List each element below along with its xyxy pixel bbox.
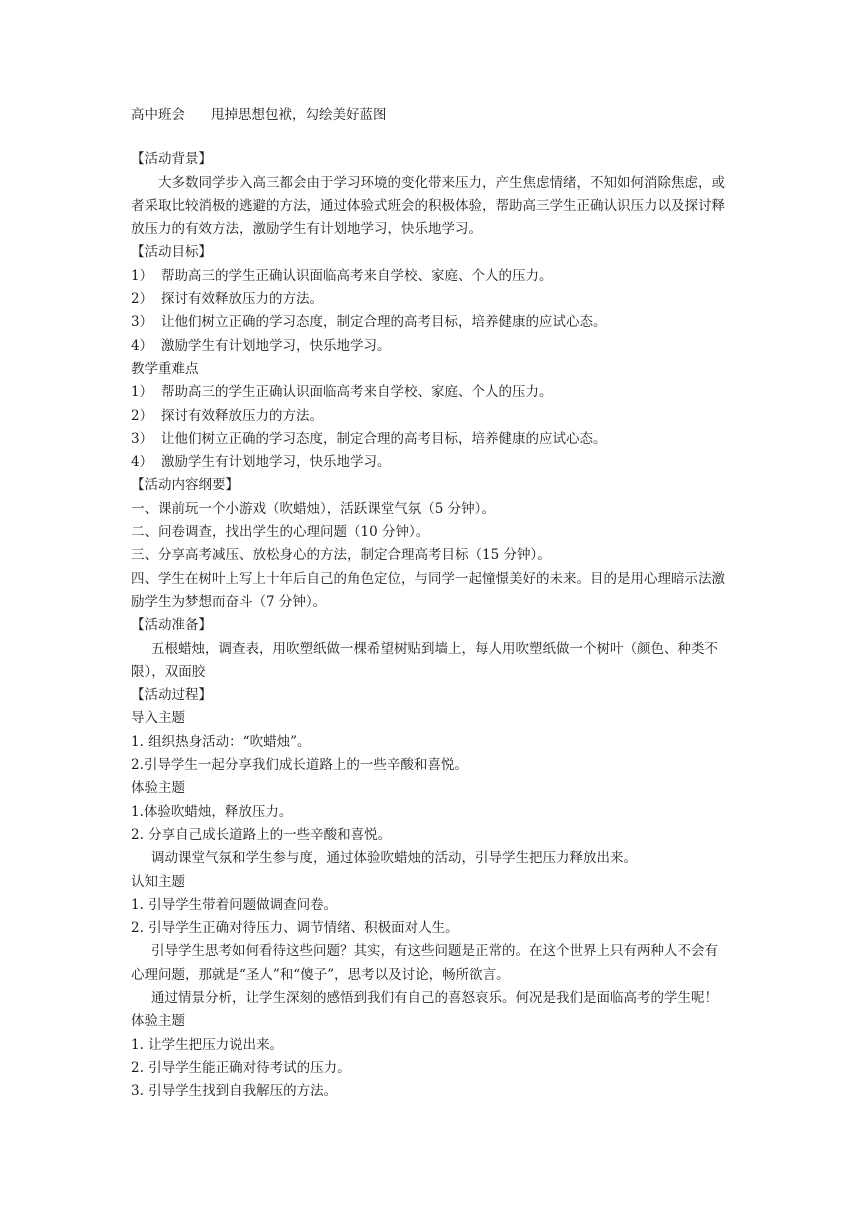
experience-2-item: 2. 引导学生能正确对待考试的压力。 <box>131 1059 351 1076</box>
outline-item: 三、分享高考减压、放松身心的方法，制定合理高考目标（15 分钟）。 <box>131 547 551 564</box>
experience-item: 1.体验吹蜡烛，释放压力。 <box>131 803 293 820</box>
section-heading-goals: 【活动目标】 <box>131 244 212 261</box>
background-paragraph: 大多数同学步入高三都会由于学习环境的变化带来压力，产生焦虑情绪，不知如何消除焦虑，或者采取比较消极的逃避的方法，通过体验式班会的积极体验，帮助高三学生正确认识压力以及探讨释放压力的有效方法，激励学生有计划地学习，快乐地学习。 <box>131 174 725 238</box>
goal-item: 3） 让他们树立正确的学习态度，制定合理的高考目标，培养健康的应试心态。 <box>131 314 607 331</box>
experience-note: 调动课堂气氛和学生参与度，通过体验吹蜡烛的活动，引导学生把压力释放出来。 <box>151 850 637 867</box>
section-heading-background: 【活动背景】 <box>131 151 212 168</box>
key-point-item: 3） 让他们树立正确的学习态度，制定合理的高考目标，培养健康的应试心态。 <box>131 430 607 447</box>
key-point-item: 2） 探讨有效释放压力的方法。 <box>131 407 323 424</box>
document-body <box>131 104 731 1103</box>
goal-item: 1） 帮助高三的学生正确认识面临高考来自学校、家庭、个人的压力。 <box>131 267 553 284</box>
intro-item: 1. 组织热身活动：“吹蜡烛”。 <box>131 733 311 750</box>
cognition-item: 2. 引导学生正确对待压力、调节情绪、积极面对人生。 <box>131 920 459 937</box>
intro-item: 2.引导学生一起分享我们成长道路上的一些辛酸和喜悦。 <box>131 757 468 774</box>
subheading-experience-2: 体验主题 <box>131 1013 185 1030</box>
key-point-item: 1） 帮助高三的学生正确认识面临高考来自学校、家庭、个人的压力。 <box>131 384 553 401</box>
title-main: 甩掉思想包袱，勾绘美好蓝图 <box>211 107 387 123</box>
outline-item: 一、课前玩一个小游戏（吹蜡烛），活跃课堂气氛（5 分钟）。 <box>131 500 495 517</box>
subheading-cognition: 认知主题 <box>131 873 185 890</box>
section-heading-process: 【活动过程】 <box>131 687 212 704</box>
experience-2-item: 1. 让学生把压力说出来。 <box>131 1036 284 1053</box>
goal-item: 2） 探讨有效释放压力的方法。 <box>131 291 323 308</box>
key-point-item: 4） 激励学生有计划地学习，快乐地学习。 <box>131 454 391 471</box>
section-heading-key-points: 教学重难点 <box>131 360 199 377</box>
section-heading-outline: 【活动内容纲要】 <box>131 477 239 494</box>
goal-item: 4） 激励学生有计划地学习，快乐地学习。 <box>131 337 391 354</box>
outline-item: 二、问卷调查，找出学生的心理问题（10 分钟）。 <box>131 524 430 541</box>
outline-item: 四、学生在树叶上写上十年后自己的角色定位，与同学一起憧憬美好的未来。目的是用心理暗示法激励学生为梦想而奋斗（7 分钟）。 <box>131 570 725 610</box>
title-prefix: 高中班会 <box>131 107 185 123</box>
section-heading-preparation: 【活动准备】 <box>131 617 212 634</box>
cognition-note: 引导学生思考如何看待这些问题？其实，有这些问题是正常的。在这个世界上只有两种人不会有心理问题，那就是“圣人”和“傻子”，思考以及讨论，畅所欲言。 <box>131 943 718 983</box>
preparation-paragraph: 五根蜡烛，调查表，用吹塑纸做一棵希望树贴到墙上，每人用吹塑纸做一个树叶（颜色、种类不限），双面胶 <box>131 640 718 680</box>
document-title <box>131 104 731 127</box>
cognition-item: 1. 引导学生带着问题做调查问卷。 <box>131 896 338 913</box>
experience-2-item: 3. 引导学生找到自我解压的方法。 <box>131 1083 338 1100</box>
cognition-note: 通过情景分析，让学生深刻的感悟到我们有自己的喜怒哀乐。何况是我们是面临高考的学生呢！ <box>151 989 718 1006</box>
subheading-intro: 导入主题 <box>131 710 185 727</box>
experience-item: 2. 分享自己成长道路上的一些辛酸和喜悦。 <box>131 826 392 843</box>
subheading-experience: 体验主题 <box>131 780 185 797</box>
